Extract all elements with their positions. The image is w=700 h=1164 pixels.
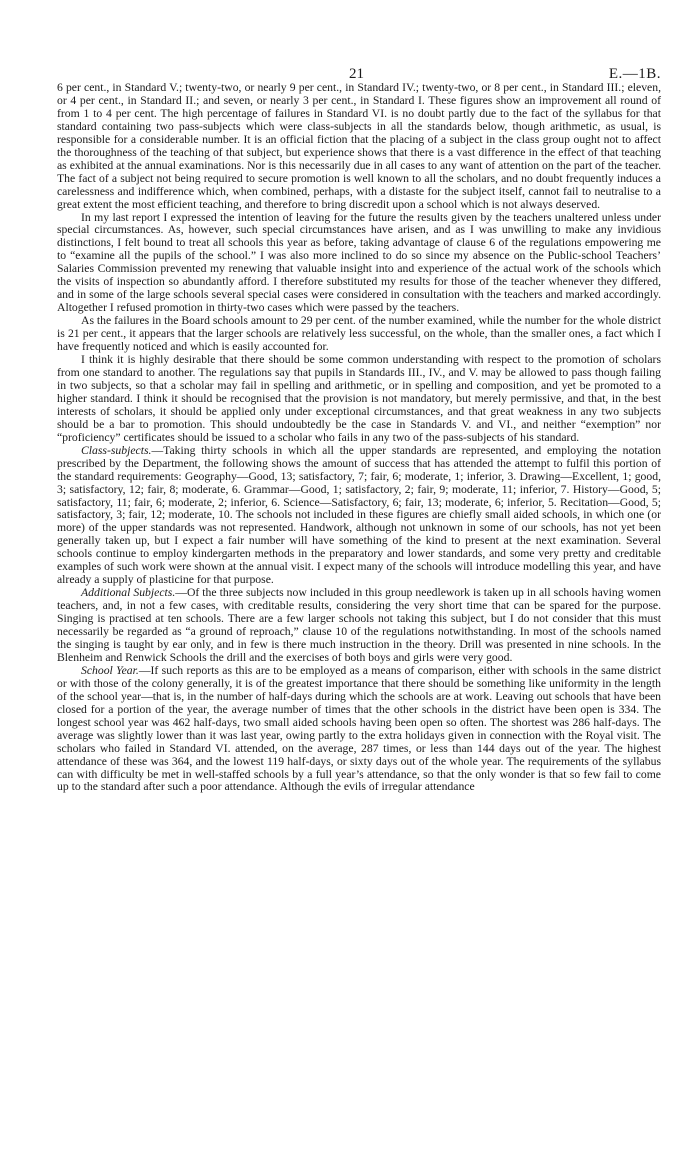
paragraph-school-year: [57, 665, 661, 795]
series-reference: E.—1B.: [608, 66, 661, 82]
paragraph-promotion: [57, 354, 661, 445]
section-heading-additional-subjects: Additional Subjects.: [81, 586, 176, 600]
paragraph-board-schools: [57, 315, 661, 354]
paragraph-additional-subjects: [57, 587, 661, 665]
section-heading-class-subjects: Class-subjects.: [81, 443, 152, 457]
paragraph-text: —Taking thirty schools in which all the upper standards are represented, and employing the notation prescribed by the Department, the following shows the amount of success that has attended the attempt to fulfil this portion of the standard requirements: Geography—Good, 13; satisfactory, 7; fair, 6; moderate, 1; inferior, 3. Drawing—Excellent, 1; good, 3; satisfactory, 12; fair, 8; moderate, 6. Grammar—Good, 1; satisfactory, 2; fair, 9; moderate, 11; inferior, 7. History—Good, 5; satisfactory, 11; fair, 6; moderate, 2; inferior, 6. Science—Satisfactory, 6; fair, 13; moderate, 6; inferior, 5. Recitation—Good, 5; satisfactory, 3; fair, 12; moderate, 10. The schools not included in these figures are chiefly small aided schools, in which one (or more) of the upper standards was not represented. Handwork, although not unknown in some of our schools, has not yet been generally taken up, but I expect a fair number will have something of the kind to present at the next examination. Several schools continue to employ kindergarten methods in the preparatory and lower standards, and some very pretty and creditable examples of such work were shown at the annual visit. I expect many of the schools will introduce modelling this year, and have already a supply of plasticine for that purpose.: [57, 443, 661, 587]
paragraph-text: As the failures in the Board schools amount to 29 per cent. of the number examined, while the number for the whole district is 21 per cent., it appears that the larger schools are relatively less successful, on the whole, than the smaller ones, a fact which I have frequently noticed and which is easily accounted for.: [57, 314, 661, 354]
paragraph-text: 6 per cent., in Standard V.; twenty-two, or nearly 9 per cent., in Standard IV.; twenty-two, or 8 per cent., in Standard III.; eleven, or 4 per cent., in Standard II.; and seven, or nearly 3 per cent., in Standard I. These figures show an improvement all round of from 1 to 4 per cent. The high percentage of failures in Standard VI. is no doubt partly due to the fact of the syllabus for that standard containing two pass-subjects which were class-subjects in all the standards below, though arithmetic, as usual, is responsible for a considerable number. It is an official fiction that the placing of a subject in the class group ought not to affect the thoroughness of the teaching of that subject, but experience shows that there is a vast difference in the effect of that teaching as exhibited at the annual examinations. Nor is this necessarily due in all cases to any want of attention on the part of the teacher. The fact of a subject not being required to secure promotion is well known to all the scholars, and no doubt frequently induces a carelessness and indifference which, when combined, perhaps, with a distaste for the subject itself, cannot fail to neutralise to a great extent the most efficient teaching, and therefore to bring discredit upon a school which is not always deserved.: [57, 81, 661, 211]
paragraph-text: —Of the three subjects now included in this group needlework is taken up in all schools having women teachers, and, in not a few cases, with creditable results, considering the very short time that can be spared for the purpose. Singing is practised at ten schools. There are a few larger schools not taking this subject, but I do not consider that this must necessarily be regarded as “a ground of reproach,” clause 10 of the regulations notwithstanding. In most of the schools named the singing is taught by ear only, and in few is there much instruction in the theory. Drill was presented in nine schools. In the Blenheim and Renwick Schools the drill and the exercises of both boys and girls were very good.: [57, 586, 661, 664]
paragraph-last-report: [57, 212, 661, 316]
page-number: 21: [349, 66, 364, 82]
paragraph-standard-failures: [57, 82, 661, 212]
paragraph-text: I think it is highly desirable that there should be some common understanding with respect to the promotion of scholars from one standard to another. The regulations say that pupils in Standards III., IV., and V. may be allowed to pass though failing in two subjects, so that a scholar may fail in spelling and arithmetic, or in spelling and composition, and yet be promoted to a higher standard. I think it should be recognised that the provision is not mandatory, but merely permissive, and that, in the best interests of scholars, it should be applied only under exceptional circumstances, and that great weakness in any two subjects should be a bar to promotion. This should undoubtedly be the case in Standards V. and VI., and neither “exemption” nor “proficiency” certificates should be issued to a scholar who fails in any two of the pass-subjects of his standard.: [57, 353, 661, 444]
page-header: [57, 0, 661, 82]
paragraph-text: —If such reports as this are to be employed as a means of comparison, either with schools in the same district or with those of the colony generally, it is of the greatest importance that there should be something like uniformity in the length of the school year—that is, in the number of half-days during which the schools are at work. Leaving out schools that have been closed for a portion of the year, the average number of times that the other schools in the district have been open is 334. The longest school year was 462 half-days, two small aided schools having been open so often. The shortest was 286 half-days. The average was slightly lower than it was last year, owing partly to the extra holidays given in connection with the Royal visit. The scholars who failed in Standard VI. attended, on the average, 287 times, or less than 144 days out of the year. The highest attendance of these was 364, and the lowest 119 half-days, or sixty days out of the whole year. The requirements of the syllabus can with difficulty be met in well-staffed schools by a full year’s attendance, so that the only wonder is that so few fail to come up to the standard after such a poor attendance. Although the evils of irregular attendance: [57, 663, 661, 794]
report-body: [57, 82, 661, 794]
paragraph-text: In my last report I expressed the intention of leaving for the future the results given by the teachers unaltered unless under special circumstances. As, however, such special circumstances have arisen, and as I was unwilling to make any invidious distinctions, I felt bound to treat all schools this year as before, taking advantage of clause 6 of the regulations empowering me to “examine all the pupils of the school.” I was also more inclined to do so since my absence on the Public-school Teachers’ Salaries Commission prevented my renewing that valuable insight into and experience of the actual work of the schools which the visits of inspection so abundantly afford. I therefore substituted my results for those of the teacher whenever they differed, and in some of the large schools several special cases were considered in consultation with the teachers and marked accordingly. Altogether I refused promotion in thirty-two cases which were passed by the teachers.: [57, 210, 661, 315]
paragraph-class-subjects: [57, 445, 661, 587]
section-heading-school-year: School Year.: [81, 663, 139, 677]
